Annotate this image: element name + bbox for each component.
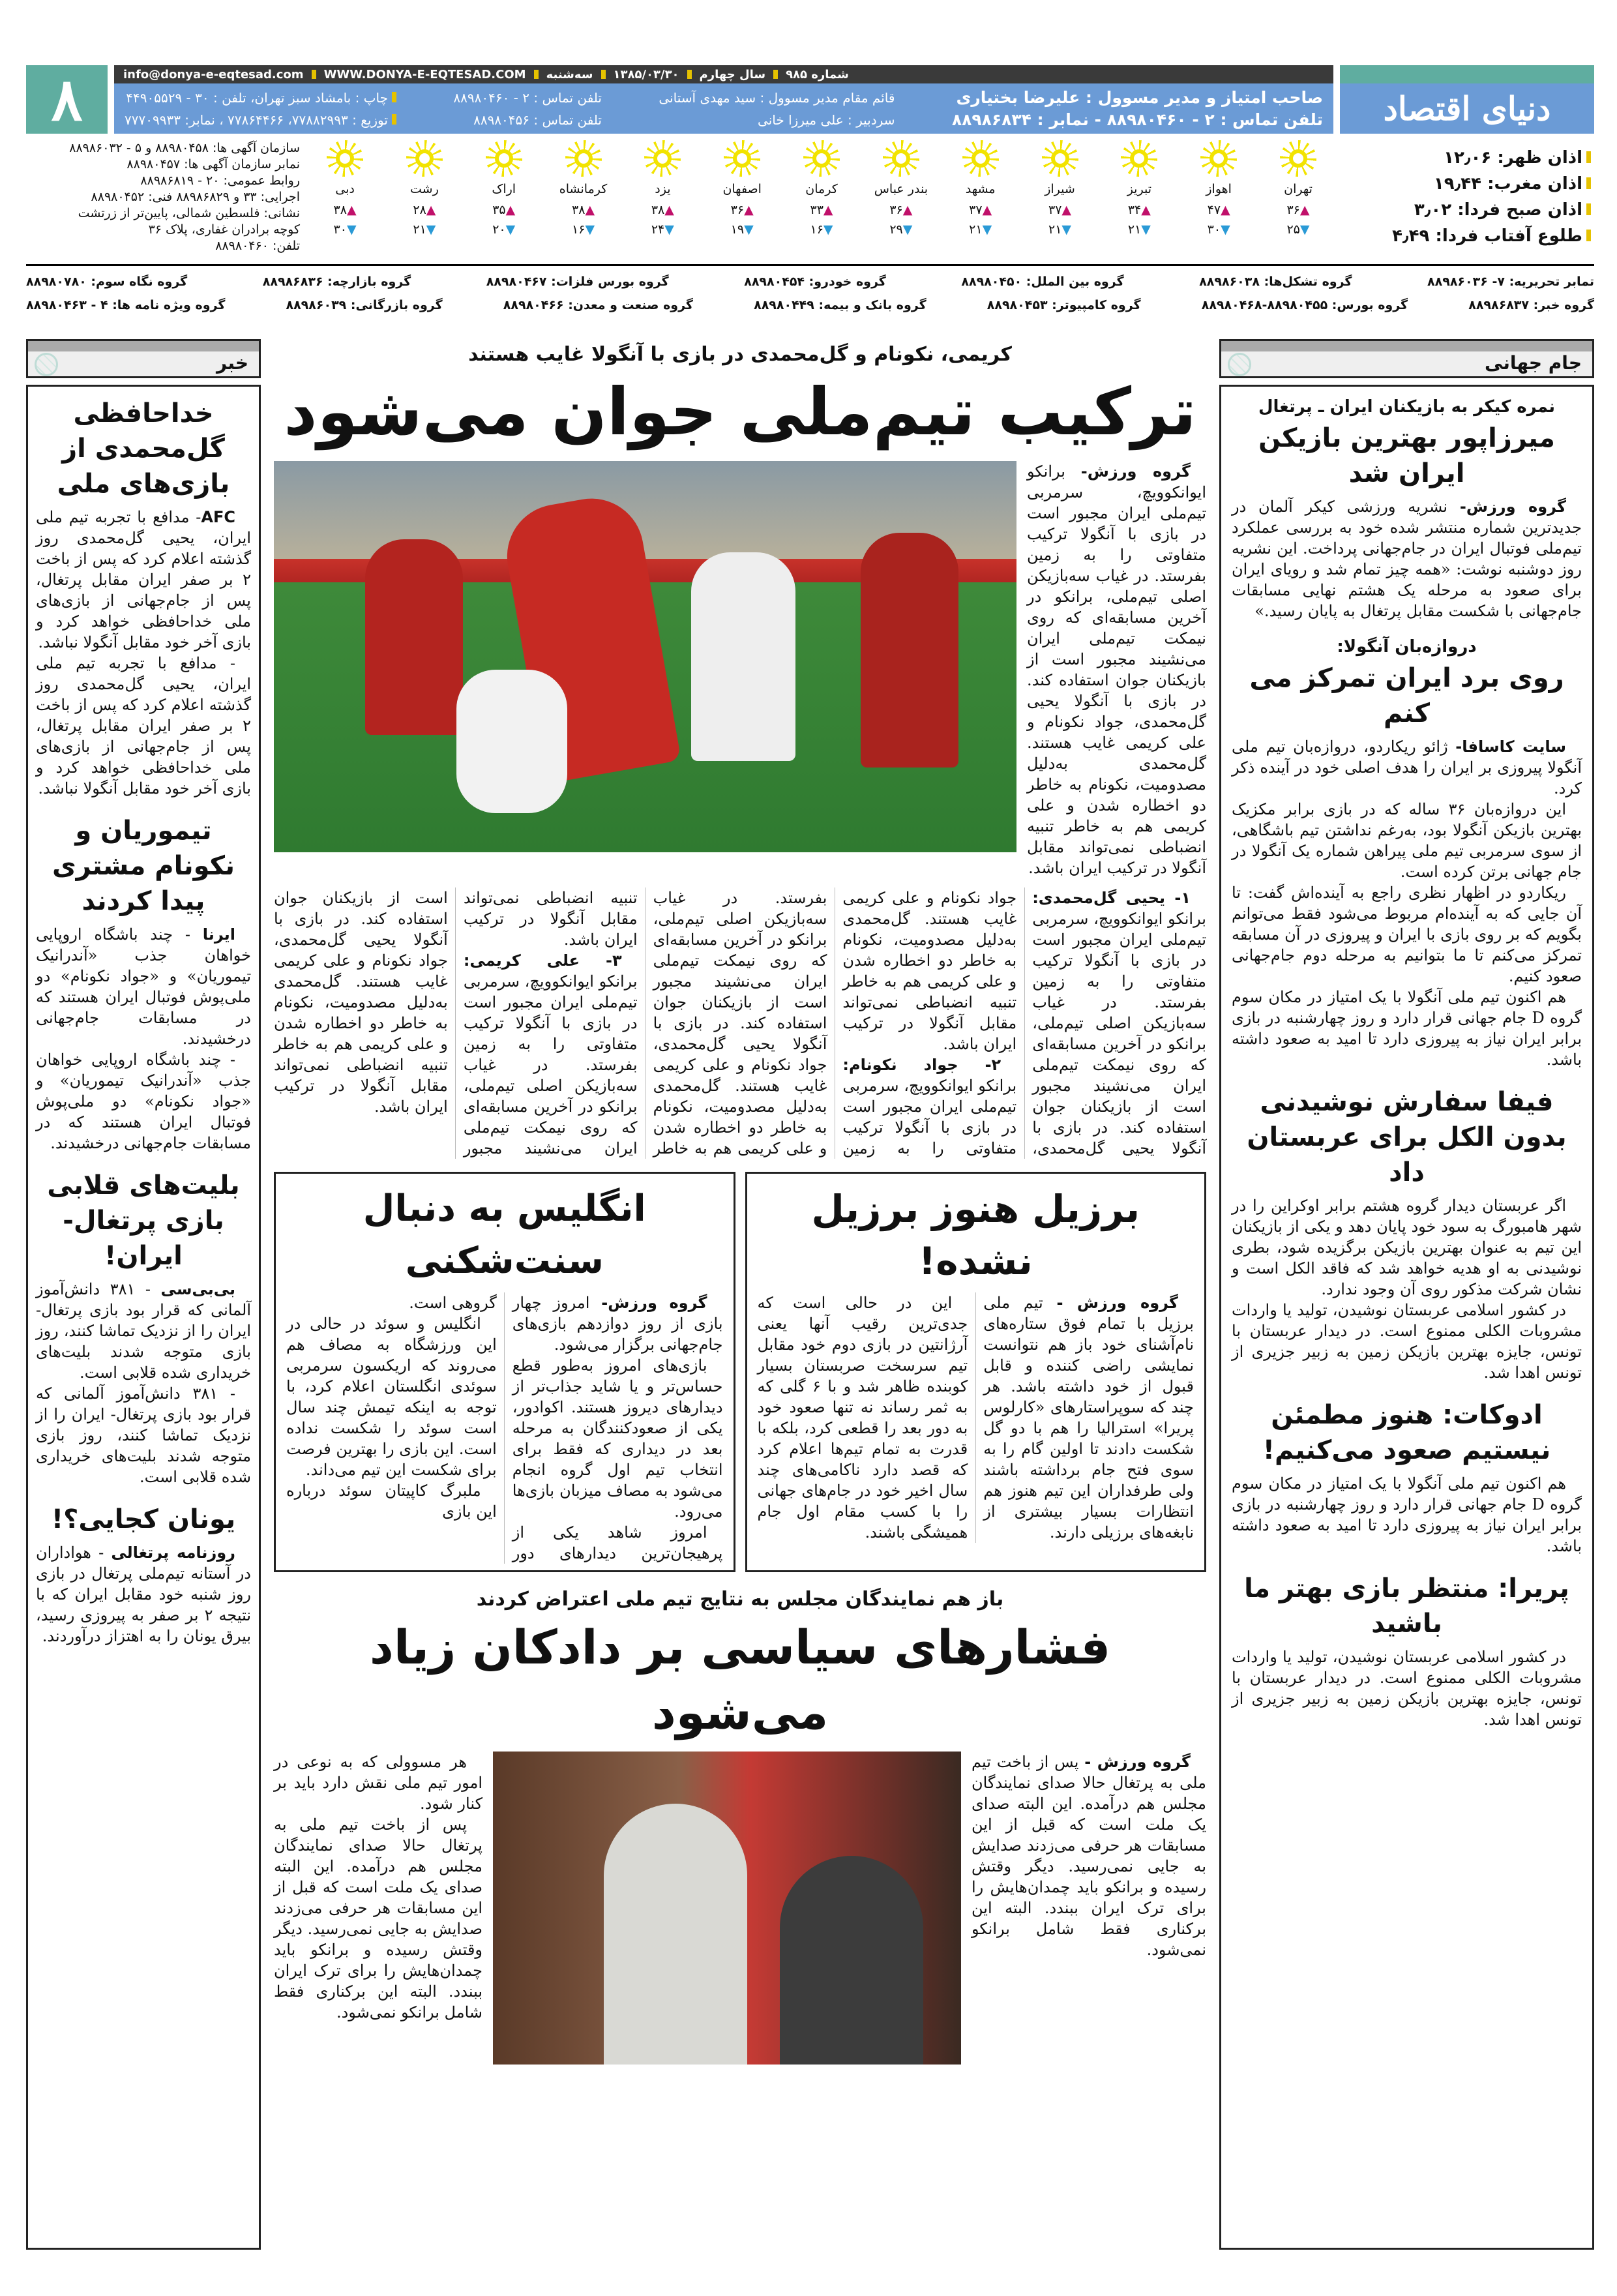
article-body: در کشور اسلامی عربستان نوشیدن، تولید یا واردات مشروبات الکلی ممنوع است. در دیدار عربستان با تونس، جایزه بهترین بازیکن زمین به زبیر جزیری از تونس اهدا شد. bbox=[1232, 1648, 1582, 1729]
weather-city bbox=[1101, 140, 1178, 261]
high-arrow-icon: ▲ bbox=[744, 203, 754, 217]
phone-row bbox=[26, 293, 1594, 317]
article-body: هم اکنون تیم ملی آنگولا با یک امتیاز در مکان سوم گروه D جام جهانی قرار دارد و روز چهارشنبه در بازی برابر ایران نیاز به پیروزی دارد تا امید به صعود داشته باشد. bbox=[1232, 988, 1582, 1069]
article-headline[interactable]: یونان کجایی؟! bbox=[51, 1504, 236, 1534]
sun-icon bbox=[1121, 140, 1157, 177]
city-name: تبریز bbox=[1127, 182, 1151, 196]
masthead-info-bar bbox=[114, 65, 1333, 83]
sun-icon bbox=[1280, 140, 1316, 177]
low-arrow-icon: ▼ bbox=[426, 222, 436, 237]
article-body: این دروازه‌بان ۳۶ ساله که در بازی برابر مکزیک بهترین بازیکن آنگولا بود، به‌رغم نداشتن تیم باشگاهی، از سوی سرمربی تیم ملی پیراهن شماره یک آنگولا در جام جهانی برتن کرده است. bbox=[1232, 800, 1582, 881]
publisher-group bbox=[952, 87, 1323, 131]
article-headline[interactable]: فیفا سفارش نوشیدنی بدون الکل برای عربستان داد bbox=[1247, 1087, 1567, 1187]
temp-low: ۲۰ bbox=[492, 222, 506, 237]
person-figure bbox=[604, 1804, 747, 2065]
masthead-credits bbox=[114, 83, 1333, 134]
weather-city bbox=[466, 140, 542, 261]
weather-city bbox=[1180, 140, 1257, 261]
article-body: پس از باخت تیم ملی به پرتغال حالا صدای نمایندگان مجلس هم درآمده. این البته صدای یک ملت است که قبل از این مسابقات هر حرفی می‌زدند صدایش به جایی نمی‌رسید. دیگر وقتش رسیده و برانکو باید چمدان‌هایش را برای ترک ایران ببندد. البته این برکناری فقط شامل برانکو نمی‌شود. bbox=[274, 1815, 482, 2021]
article-body: - هواداران در آستانه تیم‌ملی پرتغال در بازی روز شنبه خود مقابل ایران که با نتیجه ۲ بر صفر به پیروزی رسید، بیرق یونان را به اهتزاز درآوردند. bbox=[36, 1543, 251, 1645]
temp-low: ۳۰ bbox=[1207, 222, 1221, 237]
article-headline[interactable]: تیموریان و نکونام مشتری پیدا کردند bbox=[52, 816, 235, 916]
newspaper-logo: دنیای اقتصاد bbox=[1340, 65, 1594, 134]
article-body: ملبرگ کاپیتان سوئد درباره این بازی bbox=[286, 1482, 497, 1521]
politics-kicker: باز هم نمایندگان مجلس به نتایج تیم ملی اعتراض کردند bbox=[476, 1588, 1004, 1611]
temp-low: ۱۹ bbox=[730, 222, 745, 237]
contact-line: روابط عمومی: ۲۰ - ۸۸۹۸۶۸۱۹ bbox=[140, 173, 300, 188]
temp-high: ۳۷ bbox=[1048, 203, 1062, 217]
temp-high: ۳۸ bbox=[333, 203, 347, 217]
article-body: هر مسوولی که به نوعی در امور تیم ملی نقش دارد باید بر کنار شود. bbox=[274, 1753, 482, 1813]
year: سال چهارم bbox=[699, 67, 766, 82]
article-body: نشریه ورزشی کیکر آلمان در جدیدترین شماره منتشر شده خود به بررسی عملکرد تیم‌ملی فوتبال ایران در جام‌جهانی پرداخت. این نشریه روز دوشنبه نوشت: «همه چیز تمام شد و رویای ایران برای صعود به مرحله یک هشتم نهایی مسابقات جام‌جهانی با شکست مقابل پرتغال به پایان رسید.» bbox=[1232, 498, 1582, 620]
section-title: خبر bbox=[216, 352, 248, 374]
phone-row bbox=[26, 270, 1594, 293]
high-arrow-icon: ▲ bbox=[982, 203, 992, 217]
article-headline[interactable]: خداحافظی گل‌محمدی از بازی‌های ملی bbox=[57, 398, 230, 499]
section-title: جام جهانی bbox=[1485, 352, 1582, 374]
deputy-phone-group bbox=[453, 87, 602, 131]
sun-icon bbox=[724, 140, 760, 177]
low-arrow-icon: ▼ bbox=[982, 222, 992, 237]
department-phone: گروه بانک و بیمه: ۸۸۹۸۰۴۴۹ bbox=[754, 298, 927, 312]
politics-col1 bbox=[972, 1752, 1206, 1960]
article-body: هم اکنون تیم ملی آنگولا با یک امتیاز در مکان سوم گروه D جام جهانی قرار دارد و روز چهارشنبه در بازی برابر ایران نیاز به پیروزی دارد تا امید به صعود داشته باشد. bbox=[1232, 1474, 1582, 1555]
temp-high: ۳۸ bbox=[651, 203, 665, 217]
article-body: بازی‌های امروز به‌طور قطع حساس‌تر و یا شاید جذاب‌تر از دیدارهای دیروز هستند. اکوادور، یکی از صعودکنندگان به مرحله بعد در دیداری که فقط برای انتخاب تیم اول گروه انجام می‌شود به مصاف میزبان بازی‌ها می‌رود. bbox=[512, 1356, 723, 1521]
article-headline[interactable]: روی برد ایران تمرکز می کنم bbox=[1249, 663, 1564, 728]
temp-low: ۱۶ bbox=[572, 222, 586, 237]
politics-row bbox=[274, 1752, 1206, 2065]
deputy-group bbox=[659, 87, 895, 131]
article-body: - ۳۸۱ دانش‌آموز آلمانی که قرار بود بازی پرتغال- ایران را از نزدیک تماشا کنند، روز بازی متوجه شدند بلیت‌های خریداری شده قلابی است. bbox=[36, 1384, 251, 1486]
city-name: یزد bbox=[655, 182, 671, 196]
article-body: امروز شاهد یکی از پرهیجان‌ترین دیدارهای دور گروهی است. bbox=[409, 1294, 723, 1562]
article-body: برانکو ایوانکوویچ، سرمربی تیم‌ملی ایران مجبور است در بازی با آنگولا ترکیب متفاوتی را به زمین بفرستد. در غیاب سه‌بازیکن اصلی تیم‌ملی، برانکو در آخرین مسابقه‌ای که روی نیمکت تیم‌ملی ایران می‌نشیند مجبور است از بازیکنان جوان استفاده کند. در بازی با آنگولا یحیی گل‌محمدی، جواد نکونام و علی کریمی غایب هستند. گل‌محمدی به‌دلیل مصدومیت، نکونام به خاطر دو اخطاره شدن و علی کریمی هم به خاطر تنبیه انضباطی نمی‌تواند مقابل آنگولا در ترکیب ایران باشد. bbox=[842, 889, 1206, 1157]
distribution-info: توزیع : ۷۷۸۸۲۹۹۳، ۷۷۸۶۴۴۶۶ ، نمابر: ۷۷۷۰۹۹۳۳ bbox=[125, 112, 388, 128]
sidebar-news bbox=[26, 339, 261, 2250]
article-body: - مدافع با تجربه تیم ملی ایران، یحیی گل‌محمدی روز گذشته اعلام کرد که پس از باخت ۲ بر صفر ایران مقابل پرتغال، پس از جام‌جهانی از بازی‌های ملی خداحافظی خواهد کرد و بازی آخر خود مقابل آنگولا نباشد. bbox=[36, 508, 251, 651]
city-name: شیراز bbox=[1045, 182, 1075, 196]
middle-section bbox=[274, 339, 1206, 2065]
bullet-icon bbox=[687, 70, 692, 79]
weather-city bbox=[704, 140, 780, 261]
main-article-continued bbox=[274, 887, 1206, 1159]
low-arrow-icon: ▼ bbox=[744, 222, 754, 237]
temp-low: ۱۶ bbox=[810, 222, 823, 237]
boxed-articles-row bbox=[274, 1172, 1206, 1572]
article-headline[interactable]: بلیت‌های قلابی بازی پرتغال- ایران! bbox=[47, 1170, 240, 1271]
article-kicker: نمره کیکر به بازیکنان ایران ـ پرتغال bbox=[1258, 397, 1556, 417]
article-body: این در حالی است که جدی‌ترین رقیب آنها یعنی آرژانتین در بازی دوم خود مقابل تیم سرسخت صربستان بسیار کوبنده ظاهر شد و با ۶ گلی که به ثمر رساند نه تنها صعود خود به دور بعد را قطعی کرد، بلکه با قدرت به تمام تیم‌ها اعلام کرد که قصد دارد ناکامی‌های چند سال اخیر خود در جام‌های جهانی را با کسب مقام اول جام همیشگی باشند. bbox=[757, 1294, 968, 1542]
contact-line: نمابر سازمان آگهی ها: ۸۸۹۸۰۴۵۷ bbox=[126, 157, 300, 171]
main-article-col1 bbox=[1027, 461, 1206, 878]
sun-icon bbox=[327, 140, 363, 177]
department-phone: گروه خودرو: ۸۸۹۸۰۴۵۴ bbox=[744, 275, 886, 289]
contact-line: اجرایی: ۳۳ و ۸۸۹۸۶۸۲۹ فنی: ۸۸۹۸۰۴۵۲ bbox=[91, 190, 300, 204]
sun-icon bbox=[1042, 140, 1078, 177]
city-name: اهواز bbox=[1206, 182, 1232, 196]
article-source: روزنامه پرتغالی bbox=[111, 1543, 235, 1562]
article-headline[interactable]: ادوکات: هنوز مطمئن نیستیم صعود می‌کنیم! bbox=[1262, 1400, 1551, 1465]
temp-high: ۳۴ bbox=[1127, 203, 1142, 217]
bullet-icon bbox=[312, 70, 316, 79]
weather-city bbox=[1022, 140, 1099, 261]
contact-block bbox=[26, 140, 300, 254]
sun-icon bbox=[803, 140, 840, 177]
high-arrow-icon: ▲ bbox=[902, 203, 913, 217]
high-arrow-icon: ▲ bbox=[1061, 203, 1072, 217]
article-body: - چند باشگاه اروپایی خواهان جذب «آندرانیک تیموریان» و «جواد نکونام» دو ملی‌پوش فوتبال ایران هستند که در مسابقات جام‌جهانی درخشیدند. bbox=[36, 925, 251, 1048]
bullet-icon bbox=[534, 70, 539, 79]
bullet-icon bbox=[1586, 230, 1591, 241]
city-name: اراک bbox=[492, 182, 516, 196]
sun-icon bbox=[406, 140, 443, 177]
politics-headline[interactable]: فشارهای سیاسی بر دادکان زیاد می‌شود bbox=[369, 1620, 1111, 1740]
article-body: - چند باشگاه اروپایی خواهان جذب «آندرانیک تیموریان» و «جواد نکونام» دو ملی‌پوش فوتبال ایران هستند که در مسابقات جام‌جهانی درخشیدند. bbox=[36, 1051, 251, 1152]
politics-photo bbox=[493, 1752, 961, 2065]
page-number: ۸ bbox=[26, 65, 108, 134]
city-name: دبی bbox=[335, 182, 355, 196]
prayer-morning: اذان صبح فردا: ۳٫۰۲ bbox=[1414, 200, 1582, 220]
contact-line: سازمان آگهی ها: ۸۸۹۸۰۴۵۸ و ۵ - ۸۸۹۸۶۰۳۲ bbox=[69, 141, 300, 155]
issue-number: شماره ۹۸۵ bbox=[786, 67, 849, 82]
weather-city bbox=[863, 140, 940, 261]
temp-high: ۳۶ bbox=[1286, 203, 1300, 217]
department-phone: گروه ویژه نامه ها: ۴ - ۸۸۹۸۰۴۶۳ bbox=[26, 298, 226, 312]
temp-high: ۳۵ bbox=[492, 203, 506, 217]
main-kicker: کریمی، نکونام و گل‌محمدی در بازی با آنگولا غایب هستند bbox=[468, 343, 1012, 366]
weather-city bbox=[386, 140, 463, 261]
low-arrow-icon: ▼ bbox=[823, 222, 833, 237]
temp-low: ۲۱ bbox=[1127, 222, 1142, 237]
temp-high: ۳۷ bbox=[969, 203, 983, 217]
weekday: سه‌شنبه bbox=[546, 67, 593, 82]
department-phone: گروه بورس فلزات: ۸۸۹۸۰۴۶۷ bbox=[486, 275, 669, 289]
sidebar-world-cup bbox=[1219, 339, 1594, 2250]
sun-icon bbox=[1200, 140, 1237, 177]
high-arrow-icon: ▲ bbox=[1299, 203, 1310, 217]
high-arrow-icon: ▲ bbox=[664, 203, 674, 217]
high-arrow-icon: ▲ bbox=[823, 203, 833, 217]
sun-icon bbox=[644, 140, 681, 177]
temp-low: ۲۹ bbox=[889, 222, 903, 237]
department-phone: گروه صنعت و معدن: ۸۸۹۸۰۴۶۶ bbox=[503, 298, 693, 312]
weather-city bbox=[942, 140, 1019, 261]
article-headline[interactable]: انگلیس به دنبال سنت‌شکنی bbox=[363, 1187, 646, 1282]
prayer-evening: اذان مغرب: ۱۹٫۴۴ bbox=[1433, 174, 1582, 194]
low-arrow-icon: ▼ bbox=[1299, 222, 1310, 237]
globe-icon bbox=[1228, 353, 1251, 376]
main-photo-row bbox=[274, 461, 1206, 878]
department-phone: گروه بازارچه: ۸۸۹۸۶۸۳۶ bbox=[262, 275, 411, 289]
article-source: گروه ورزش- bbox=[1080, 462, 1191, 481]
bullet-icon bbox=[392, 92, 396, 102]
article-source: بی‌بی‌سی bbox=[160, 1280, 235, 1298]
city-name: کرمانشاه bbox=[559, 182, 608, 196]
temp-high: ۴۷ bbox=[1207, 203, 1221, 217]
department-phone: گروه خبر: ۸۸۹۸۶۸۳۷ bbox=[1468, 298, 1594, 312]
article-kicker: دروازه‌بان آنگولا: bbox=[1337, 637, 1477, 657]
subheading: ۳- علی کریمی: bbox=[463, 951, 622, 970]
sun-icon bbox=[883, 140, 919, 177]
article-body: برانکو ایوانکوویچ، سرمربی تیم‌ملی ایران مجبور است در بازی با آنگولا ترکیب متفاوتی را به زمین بفرستد. در غیاب سه‌بازیکن اصلی تیم‌ملی، برانکو در آخرین مسابقه‌ای که روی نیمکت تیم‌ملی ایران می‌نشیند مجبور است از بازیکنان جوان استفاده کند. در بازی با آنگولا یحیی گل‌محمدی، جواد نکونام و علی کریمی غایب هستند. گل‌محمدی به‌دلیل مصدومیت، نکونام به خاطر دو اخطاره شدن و علی کریمی هم به خاطر تنبیه انضباطی نمی‌تواند مقابل آنگولا در ترکیب ایران باشد. bbox=[463, 889, 1017, 1157]
article-body: اگر عربستان دیدار گروه هشتم برابر اوکراین را در شهر هامبورگ به سود خود پایان دهد و یکی از بازیکنان این تیم به عنوان بهترین بازیکن برگزیده شود، بطری نوشیدنی به او هدیه خواهد شد که فاقد الکل است و نشان شرکت مذکور روی آن وجود ندارد. bbox=[1232, 1197, 1582, 1298]
temp-high: ۳۶ bbox=[730, 203, 745, 217]
article-body: انگلیس و سوئد در حالی در این ورزشگاه به مصاف هم می‌روند که اریکسون سرمربی سوئدی انگلستان اعلام کرد، با توجه به اینکه تیمش چند سال است سوئد را شکست نداده است. این بازی را بهترین فرصت برای شکست این تیم می‌داند. bbox=[286, 1315, 497, 1479]
contact-line: تلفن: ۸۸۹۸۰۴۶۰ bbox=[215, 239, 300, 253]
high-arrow-icon: ▲ bbox=[1141, 203, 1151, 217]
article-body: امروز چهار بازی از روز دوازدهم بازی‌های جام‌جهانی برگزار می‌شود. bbox=[512, 1294, 723, 1354]
city-name: رشت bbox=[410, 182, 439, 196]
contact-line: نشانی: فلسطین شمالی، پایین‌تر از زرتشت bbox=[78, 206, 300, 220]
article-headline[interactable]: پریرا: منتظر بازی بهتر ما باشید bbox=[1244, 1573, 1569, 1639]
sidebar-articles bbox=[26, 385, 261, 2250]
player-figure bbox=[861, 533, 958, 768]
website-link[interactable]: WWW.DONYA-E-EQTESAD.COM bbox=[323, 67, 526, 82]
temp-low: ۳۰ bbox=[333, 222, 347, 237]
city-name: مشهد bbox=[965, 182, 996, 196]
sun-icon bbox=[486, 140, 522, 177]
subheading: ۱- یحیی گل‌محمدی: bbox=[1032, 889, 1191, 907]
bullet-icon bbox=[1586, 151, 1591, 163]
high-arrow-icon: ▲ bbox=[1221, 203, 1230, 217]
department-phone: گروه بین الملل: ۸۸۹۸۰۴۵۰ bbox=[961, 275, 1124, 289]
article-body: تیم ملی برزیل با تمام فوق ستاره‌های نام‌آشنای خود باز هم نتوانست نمایشی راضی کننده و قابل قبول از خود داشته باشد. هر چند که سوپراستارهای «کارلوس پریرا» استرالیا را هم با دو گل شکست دادند تا اولین گام را به سوی فتح جام برداشته باشند ولی طرفداران این تیم هنوز هم انتظارات بسیار بیشتری از نابغه‌های برزیلی دارند. bbox=[983, 1294, 1194, 1542]
bullet-icon bbox=[601, 70, 606, 79]
player-figure bbox=[365, 539, 463, 735]
main-headline[interactable]: ترکیب تیم‌ملی جوان می‌شود bbox=[284, 374, 1196, 450]
city-name: تهران bbox=[1284, 182, 1313, 196]
temp-high: ۲۸ bbox=[413, 203, 426, 217]
email-link[interactable]: info@donya-e-eqtesad.com bbox=[123, 67, 304, 82]
subheading: ۲- جواد نکونام: bbox=[842, 1056, 1001, 1074]
low-arrow-icon: ▼ bbox=[1221, 222, 1230, 237]
sun-icon bbox=[565, 140, 602, 177]
date: ۱۳۸۵/۰۳/۳۰ bbox=[613, 67, 679, 82]
article-body: برانکو ایوانکوویچ، سرمربی تیم‌ملی ایران مجبور است در بازی با آنگولا ترکیب متفاوتی را به زمین بفرستد. در غیاب سه‌بازیکن اصلی تیم‌ملی، برانکو در آخرین مسابقه‌ای که روی نیمکت تیم‌ملی ایران می‌نشیند مجبور است از بازیکنان جوان استفاده کند. در بازی با آنگولا یحیی گل‌محمدی، جواد نکونام و علی کریمی غایب هستند. گل‌محمدی به‌دلیل مصدومیت، نکونام به خاطر دو اخطاره شدن و علی کریمی هم به خاطر تنبیه انضباطی نمی‌تواند مقابل آنگولا در ترکیب ایران باشد. bbox=[1027, 462, 1206, 877]
low-arrow-icon: ▼ bbox=[1061, 222, 1072, 237]
department-phone: گروه کامپیوتر: ۸۸۹۸۰۴۵۳ bbox=[987, 298, 1141, 312]
deputy-phone: تلفن تماس : ۲ - ۸۸۹۸۰۴۶۰ bbox=[453, 89, 602, 106]
low-arrow-icon: ▼ bbox=[902, 222, 913, 237]
deputy: قائم مقام مدیر مسوول : سید مهدی آستانی bbox=[659, 89, 895, 106]
player-figure bbox=[691, 552, 795, 761]
article-body: ژائو ریکاردو، دروازه‌بان تیم ملی آنگولا پیروزی بر ایران را هدف اصلی خود در آینده ذکر کرد. bbox=[1232, 738, 1582, 798]
bullet-icon bbox=[1586, 203, 1591, 215]
article-england bbox=[274, 1172, 735, 1572]
print-info: چاپ : بامشاد سبز تهران، تلفن : ۳۰ - ۴۴۹۰۵۵۲۹ bbox=[126, 89, 388, 106]
weather-city bbox=[545, 140, 622, 261]
article-body: برانکو ایوانکوویچ، سرمربی تیم‌ملی ایران مجبور است در بازی با آنگولا ترکیب متفاوتی را به زمین بفرستد. در غیاب سه‌بازیکن اصلی تیم‌ملی، برانکو در آخرین مسابقه‌ای که روی نیمکت تیم‌ملی ایران می‌نشیند مجبور است از بازیکنان جوان استفاده کند. در بازی با آنگولا یحیی گل‌محمدی، جواد نکونام و علی کریمی غایب هستند. گل‌محمدی به‌دلیل مصدومیت، نکونام به خاطر دو اخطاره شدن و علی کریمی هم به خاطر تنبیه انضباطی نمی‌تواند مقابل آنگولا در ترکیب ایران باشد. bbox=[274, 889, 638, 1157]
weather-strip bbox=[306, 140, 1337, 261]
high-arrow-icon: ▲ bbox=[346, 203, 357, 217]
player-figure bbox=[456, 670, 567, 813]
prayer-times bbox=[1356, 145, 1591, 249]
sun-icon bbox=[962, 140, 999, 177]
globe-icon bbox=[35, 353, 58, 376]
low-arrow-icon: ▼ bbox=[505, 222, 516, 237]
article-source: ایرنا bbox=[202, 925, 235, 944]
section-header bbox=[26, 339, 261, 378]
low-arrow-icon: ▼ bbox=[1141, 222, 1151, 237]
editor: سردبیر : علی میرزا خانی bbox=[758, 112, 895, 128]
editor-phone: تلفن تماس : ۸۸۹۸۰۴۵۶ bbox=[473, 112, 602, 128]
print-group bbox=[125, 87, 396, 131]
department-phone: تمابر تحریریه: ۷- ۸۸۹۸۶۰۳۶ bbox=[1427, 275, 1594, 289]
temp-low: ۲۱ bbox=[969, 222, 983, 237]
prayer-noon: اذان ظهر: ۱۲٫۰۶ bbox=[1444, 148, 1582, 168]
article-headline[interactable]: برزیل هنوز برزیل نشده! bbox=[811, 1187, 1140, 1283]
weather-city bbox=[1260, 140, 1337, 261]
article-source: گروه ورزش- bbox=[601, 1294, 707, 1312]
city-name: کرمان bbox=[805, 182, 838, 196]
city-name: بندر عباس bbox=[874, 182, 928, 196]
weather-city bbox=[624, 140, 701, 261]
publisher: صاحب امتیاز و مدیر مسوول : علیرضا بختیاری bbox=[956, 87, 1323, 107]
bullet-icon bbox=[392, 114, 396, 125]
temp-low: ۲۵ bbox=[1286, 222, 1300, 237]
article-source: گروه ورزش - bbox=[1056, 1294, 1178, 1312]
temp-low: ۲۱ bbox=[1048, 222, 1062, 237]
article-brazil bbox=[745, 1172, 1207, 1572]
weather-city bbox=[783, 140, 860, 261]
temp-high: ۳۸ bbox=[572, 203, 586, 217]
low-arrow-icon: ▼ bbox=[664, 222, 674, 237]
department-phone: گروه بازرگانی: ۸۸۹۸۶۰۳۹ bbox=[286, 298, 443, 312]
article-source: AFC bbox=[201, 508, 235, 526]
person-figure bbox=[780, 1856, 923, 2065]
high-arrow-icon: ▲ bbox=[426, 203, 436, 217]
department-phones bbox=[26, 264, 1594, 317]
article-source: گروه ورزش - bbox=[1084, 1753, 1191, 1771]
low-arrow-icon: ▼ bbox=[346, 222, 357, 237]
city-name: اصفهان bbox=[722, 182, 762, 196]
article-body: در کشور اسلامی عربستان نوشیدن، تولید یا واردات مشروبات الکلی ممنوع است. در دیدار عربستان با تونس، جایزه بهترین بازیکن زمین به زبیر جزیری از تونس اهدا شد. bbox=[1232, 1301, 1582, 1382]
sidebar-articles bbox=[1219, 385, 1594, 2250]
bullet-icon bbox=[1586, 177, 1591, 189]
article-body: - ۳۸۱ دانش‌آموز آلمانی که قرار بود بازی پرتغال- ایران را از نزدیک تماشا کنند، روز بازی متوجه شدند بلیت‌های خریداری شده قلابی است. bbox=[36, 1280, 251, 1382]
low-arrow-icon: ▼ bbox=[585, 222, 595, 237]
publisher-phone: تلفن تماس : ۲ - ۸۸۹۸۰۴۶۰ - نمابر : ۸۸۹۸۶۸۳۴ bbox=[951, 110, 1323, 129]
temp-high: ۳۳ bbox=[810, 203, 823, 217]
politics-col-left bbox=[274, 1752, 482, 2023]
temp-low: ۲۱ bbox=[413, 222, 426, 237]
department-phone: گروه تشکل‌ها: ۸۸۹۸۶۰۳۸ bbox=[1199, 275, 1352, 289]
article-body: - مدافع با تجربه تیم ملی ایران، یحیی گل‌محمدی روز گذشته اعلام کرد که پس از باخت ۲ بر صفر ایران مقابل پرتغال، پس از جام‌جهانی از بازی‌های ملی خداحافظی خواهد کرد و بازی آخر خود مقابل آنگولا نباشد. bbox=[36, 654, 251, 798]
article-headline[interactable]: میرزاپور بهترین بازیکن ایران شد bbox=[1258, 423, 1555, 488]
article-body: ریکاردو در اظهار نظری راجع به آینده‌اش گفت: تا آن جایی که به آینده‌ام مربوط می‌شود فقط می‌توانم بگویم که بر روی بازی با ایران و پیروزی در آن مسابقه تمرکز می‌کنم تا ما بتوانیم به مرحله دوم جام‌جهانی صعود کنیم. bbox=[1232, 884, 1582, 985]
article-body: پس از باخت تیم ملی به پرتغال حالا صدای نمایندگان مجلس هم درآمده. این البته صدای یک ملت است که قبل از این مسابقات هر حرفی می‌زدند صدایش به جایی نمی‌رسید. دیگر وقتش رسیده و برانکو باید چمدان‌هایش را برای ترک ایران ببندد. البته این برکناری فقط شامل برانکو نمی‌شود. bbox=[972, 1753, 1206, 1959]
section-header bbox=[1219, 339, 1594, 378]
main-photo-football bbox=[274, 461, 1016, 852]
high-arrow-icon: ▲ bbox=[585, 203, 595, 217]
article-source: سایت کاسافا- bbox=[1455, 738, 1567, 756]
weather-city bbox=[306, 140, 383, 261]
temp-high: ۳۶ bbox=[889, 203, 903, 217]
sunrise: طلوع آفتاب فردا: ۴٫۴۹ bbox=[1392, 226, 1582, 246]
bullet-icon bbox=[773, 70, 778, 79]
department-phone: گروه نگاه سوم: ۸۸۹۸۰۷۸۰ bbox=[26, 275, 188, 289]
high-arrow-icon: ▲ bbox=[505, 203, 516, 217]
temp-low: ۲۴ bbox=[651, 222, 665, 237]
contact-line: کوچه برادران غفاری، پلاک ۳۶ bbox=[148, 222, 300, 237]
article-source: گروه ورزش- bbox=[1459, 498, 1566, 516]
department-phone: گروه بورس: ۸۸۹۸۰۴۵۵-۸۸۹۸۰۴۶۸ bbox=[1201, 298, 1408, 312]
